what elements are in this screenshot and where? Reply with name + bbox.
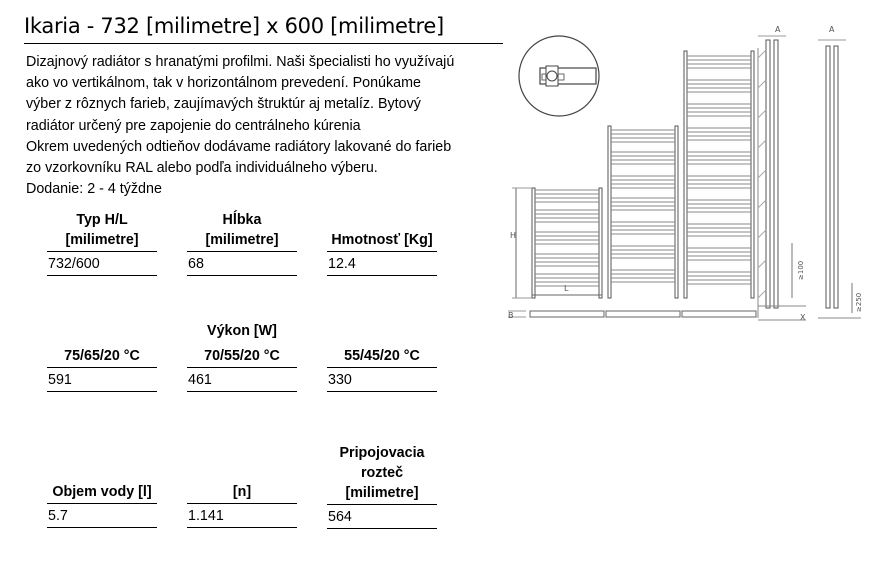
spec-depth-header [187,210,297,252]
output-70-55 [187,346,297,392]
output-70-55-header: 70/55/20 °C [187,346,297,368]
output-55-45 [327,346,437,392]
output-group-title: Výkon [W] [207,323,277,339]
output-75-65 [47,346,157,392]
spec-type [47,210,157,276]
dimension-label-x: X [800,313,806,322]
description-line: zo vzorkovníku RAL alebo podľa individuálneho výberu. [26,160,378,177]
output-55-45-header: 55/45/20 °C [327,346,437,368]
output-55-45-value: 330 [327,368,437,392]
dimension-label-l: L [564,284,569,293]
product-description [26,52,496,200]
spec-spacing-label-3: [milimetre] [345,485,419,501]
spec-spacing-label-1: Pripojovacia [339,445,425,461]
spec-connection-spacing [327,443,437,529]
description-line: radiátor určený pre zapojenie do centrálneho kúrenia [26,117,361,134]
side-view-floor [818,40,861,318]
spec-depth-label: Hĺbka [222,212,262,228]
spec-type-unit: [milimetre] [65,232,139,248]
dimension-label-b: B [508,311,514,320]
description-line: Okrem uvedených odtieňov dodávame radiátory lakované do farieb [26,138,452,155]
spec-type-label: Typ H/L [76,212,128,228]
dimension-label-min-250: ≥250 [855,292,863,312]
output-75-65-value: 591 [47,368,157,392]
spec-depth [187,210,297,276]
dimension-label-min-100: ≥100 [797,260,805,280]
radiator-medium-view [606,126,680,317]
spec-weight-label: Hmotnosť [Kg] [331,232,433,248]
spec-exponent-header: [n] [187,482,297,504]
description-line: Dizajnový radiátor s hranatými profilmi. Naši špecialisti ho využívajú [26,54,455,70]
spec-water-volume [47,482,157,528]
spec-connection-spacing-value: 564 [327,505,437,529]
spec-depth-value: 68 [187,252,297,276]
spec-weight-value: 12.4 [327,252,437,276]
spec-exponent [187,482,297,528]
spec-spacing-label-2: rozteč [360,465,404,481]
spec-depth-unit: [milimetre] [205,232,279,248]
dimension-label-h: H [510,231,517,240]
section-label-a-right: A [829,25,835,34]
description-line: výber z rôznych farieb, zaujímavých štruktúr aj metalíz. Bytový [26,96,421,113]
description-line: ako vo vertikálnom, tak v horizontálnom prevedení. Ponúkame [26,75,421,92]
section-label-a-left: A [775,25,781,34]
output-70-55-value: 461 [187,368,297,392]
profile-detail [519,36,599,116]
spec-type-header [47,210,157,252]
radiator-small-view [508,188,604,317]
spec-water-volume-value: 5.7 [47,504,157,528]
output-75-65-header: 75/65/20 °C [47,346,157,368]
radiator-technical-drawing [496,18,889,338]
spec-type-value: 732/600 [47,252,157,276]
spec-water-volume-header: Objem vody [l] [47,482,157,504]
radiator-tall-view [682,51,756,317]
title-divider [24,43,503,44]
spec-weight-header [327,230,437,252]
spec-exponent-value: 1.141 [187,504,297,528]
delivery-time: Dodanie: 2 - 4 týždne [26,181,162,198]
page-title: Ikaria - 732 [milimetre] x 600 [milimetre] [24,14,444,38]
spec-weight [327,230,437,276]
spec-connection-spacing-header [327,443,437,505]
